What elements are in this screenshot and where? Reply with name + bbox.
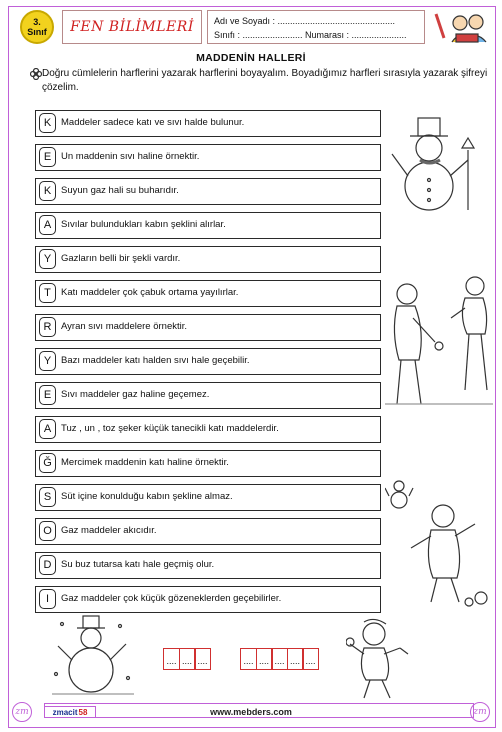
corner-logo-left: zm [12, 702, 32, 722]
statement-row [35, 280, 381, 307]
statement-text: Un maddenin sıvı haline örnektir. [61, 151, 200, 162]
statement-text: Gazların belli bir şekli vardır. [61, 253, 181, 264]
statement-text: Sıvılar bulundukları kabın şeklini alırlar. [61, 219, 226, 230]
snowball-fight-illustration [385, 272, 493, 410]
statement-row [35, 586, 381, 613]
statement-row [35, 314, 381, 341]
letter-box[interactable]: K [39, 113, 56, 133]
cipher-cell[interactable]: .... [163, 648, 180, 670]
worksheet-title: MADDENİN HALLERİ [196, 52, 306, 64]
letter-box[interactable]: Y [39, 351, 56, 371]
statement-row [35, 484, 381, 511]
name-field[interactable]: Adı ve Soyadı : ............................................... [214, 16, 396, 26]
letter-box[interactable]: I [39, 589, 56, 609]
snowman-bottom-illustration [52, 614, 134, 700]
author-tag-text: zmacit [52, 707, 78, 717]
statement-row [35, 552, 381, 579]
statement-text: Bazı maddeler katı halden sıvı hale geçebilir. [61, 355, 250, 366]
cipher-cell[interactable]: .... [271, 648, 288, 670]
class-number-field[interactable]: Sınıfı : ........................ Numarası : ...................... [214, 30, 407, 40]
cipher-cell[interactable]: .... [240, 648, 257, 670]
statement-row [35, 178, 381, 205]
kids-reading-icon [430, 10, 492, 44]
letter-box[interactable]: E [39, 385, 56, 405]
statement-text: Gaz maddeler çok küçük gözeneklerden geçebilirler. [61, 593, 282, 604]
letter-box[interactable]: A [39, 215, 56, 235]
statement-row [35, 382, 381, 409]
cipher-cell[interactable]: .... [194, 648, 211, 670]
statement-row [35, 212, 381, 239]
statement-row [35, 450, 381, 477]
child-snowball-illustration [346, 618, 412, 702]
subject-box [62, 10, 202, 44]
cipher-cell[interactable]: .... [287, 648, 304, 670]
letter-box[interactable]: Ğ [39, 453, 56, 473]
statement-row [35, 144, 381, 171]
statement-text: Gaz maddeler akıcıdır. [61, 525, 157, 536]
statement-row [35, 348, 381, 375]
statement-text: Katı maddeler çok çabuk ortama yayılırlar. [61, 287, 239, 298]
letter-box[interactable]: E [39, 147, 56, 167]
letter-box[interactable]: S [39, 487, 56, 507]
statement-row [35, 246, 381, 273]
statement-row [35, 416, 381, 443]
statement-text: Mercimek maddenin katı haline örnektir. [61, 457, 229, 468]
statement-row [35, 518, 381, 545]
cipher-cell[interactable]: .... [302, 648, 319, 670]
statement-text: Süt içine konulduğu kabın şekline almaz. [61, 491, 233, 502]
letter-box[interactable]: R [39, 317, 56, 337]
instruction-text: Doğru cümlelerin harflerini yazarak harflerini boyayalım. Boyadığımız harfleri sırasıyla yazarak şifreyi çözelim. [42, 68, 488, 93]
flower-icon [30, 68, 42, 80]
subject-title: FEN BİLİMLERİ [70, 19, 194, 35]
statement-row [35, 110, 381, 137]
corner-logo-right: zm [470, 702, 490, 722]
site-link[interactable]: www.mebders.com [210, 707, 292, 717]
letter-box[interactable]: A [39, 419, 56, 439]
statement-text: Maddeler sadece katı ve sıvı halde bulunur. [61, 117, 245, 128]
cipher-cell[interactable]: .... [179, 648, 196, 670]
cipher-group-1 [163, 648, 210, 670]
student-info-box [207, 10, 425, 44]
grade-word: Sınıf [27, 27, 47, 37]
statement-text: Ayran sıvı maddelere örnektir. [61, 321, 188, 332]
grade-number: 3. [33, 17, 41, 27]
statement-text: Tuz , un , toz şeker küçük tanecikli katı maddelerdir. [61, 423, 279, 434]
author-tag-number: 58 [78, 707, 88, 717]
statement-text: Suyun gaz hali su buharıdır. [61, 185, 179, 196]
snowman-illustration [384, 110, 488, 215]
letter-box[interactable]: D [39, 555, 56, 575]
letter-box[interactable]: O [39, 521, 56, 541]
statement-text: Su buz tutarsa katı hale geçmiş olur. [61, 559, 215, 570]
statement-text: Sıvı maddeler gaz haline geçemez. [61, 389, 210, 400]
letter-box[interactable]: T [39, 283, 56, 303]
child-snow-illustration [385, 478, 493, 608]
cipher-cell[interactable]: .... [256, 648, 273, 670]
cipher-group-2 [240, 648, 318, 670]
letter-box[interactable]: Y [39, 249, 56, 269]
grade-badge [20, 10, 54, 44]
letter-box[interactable]: K [39, 181, 56, 201]
